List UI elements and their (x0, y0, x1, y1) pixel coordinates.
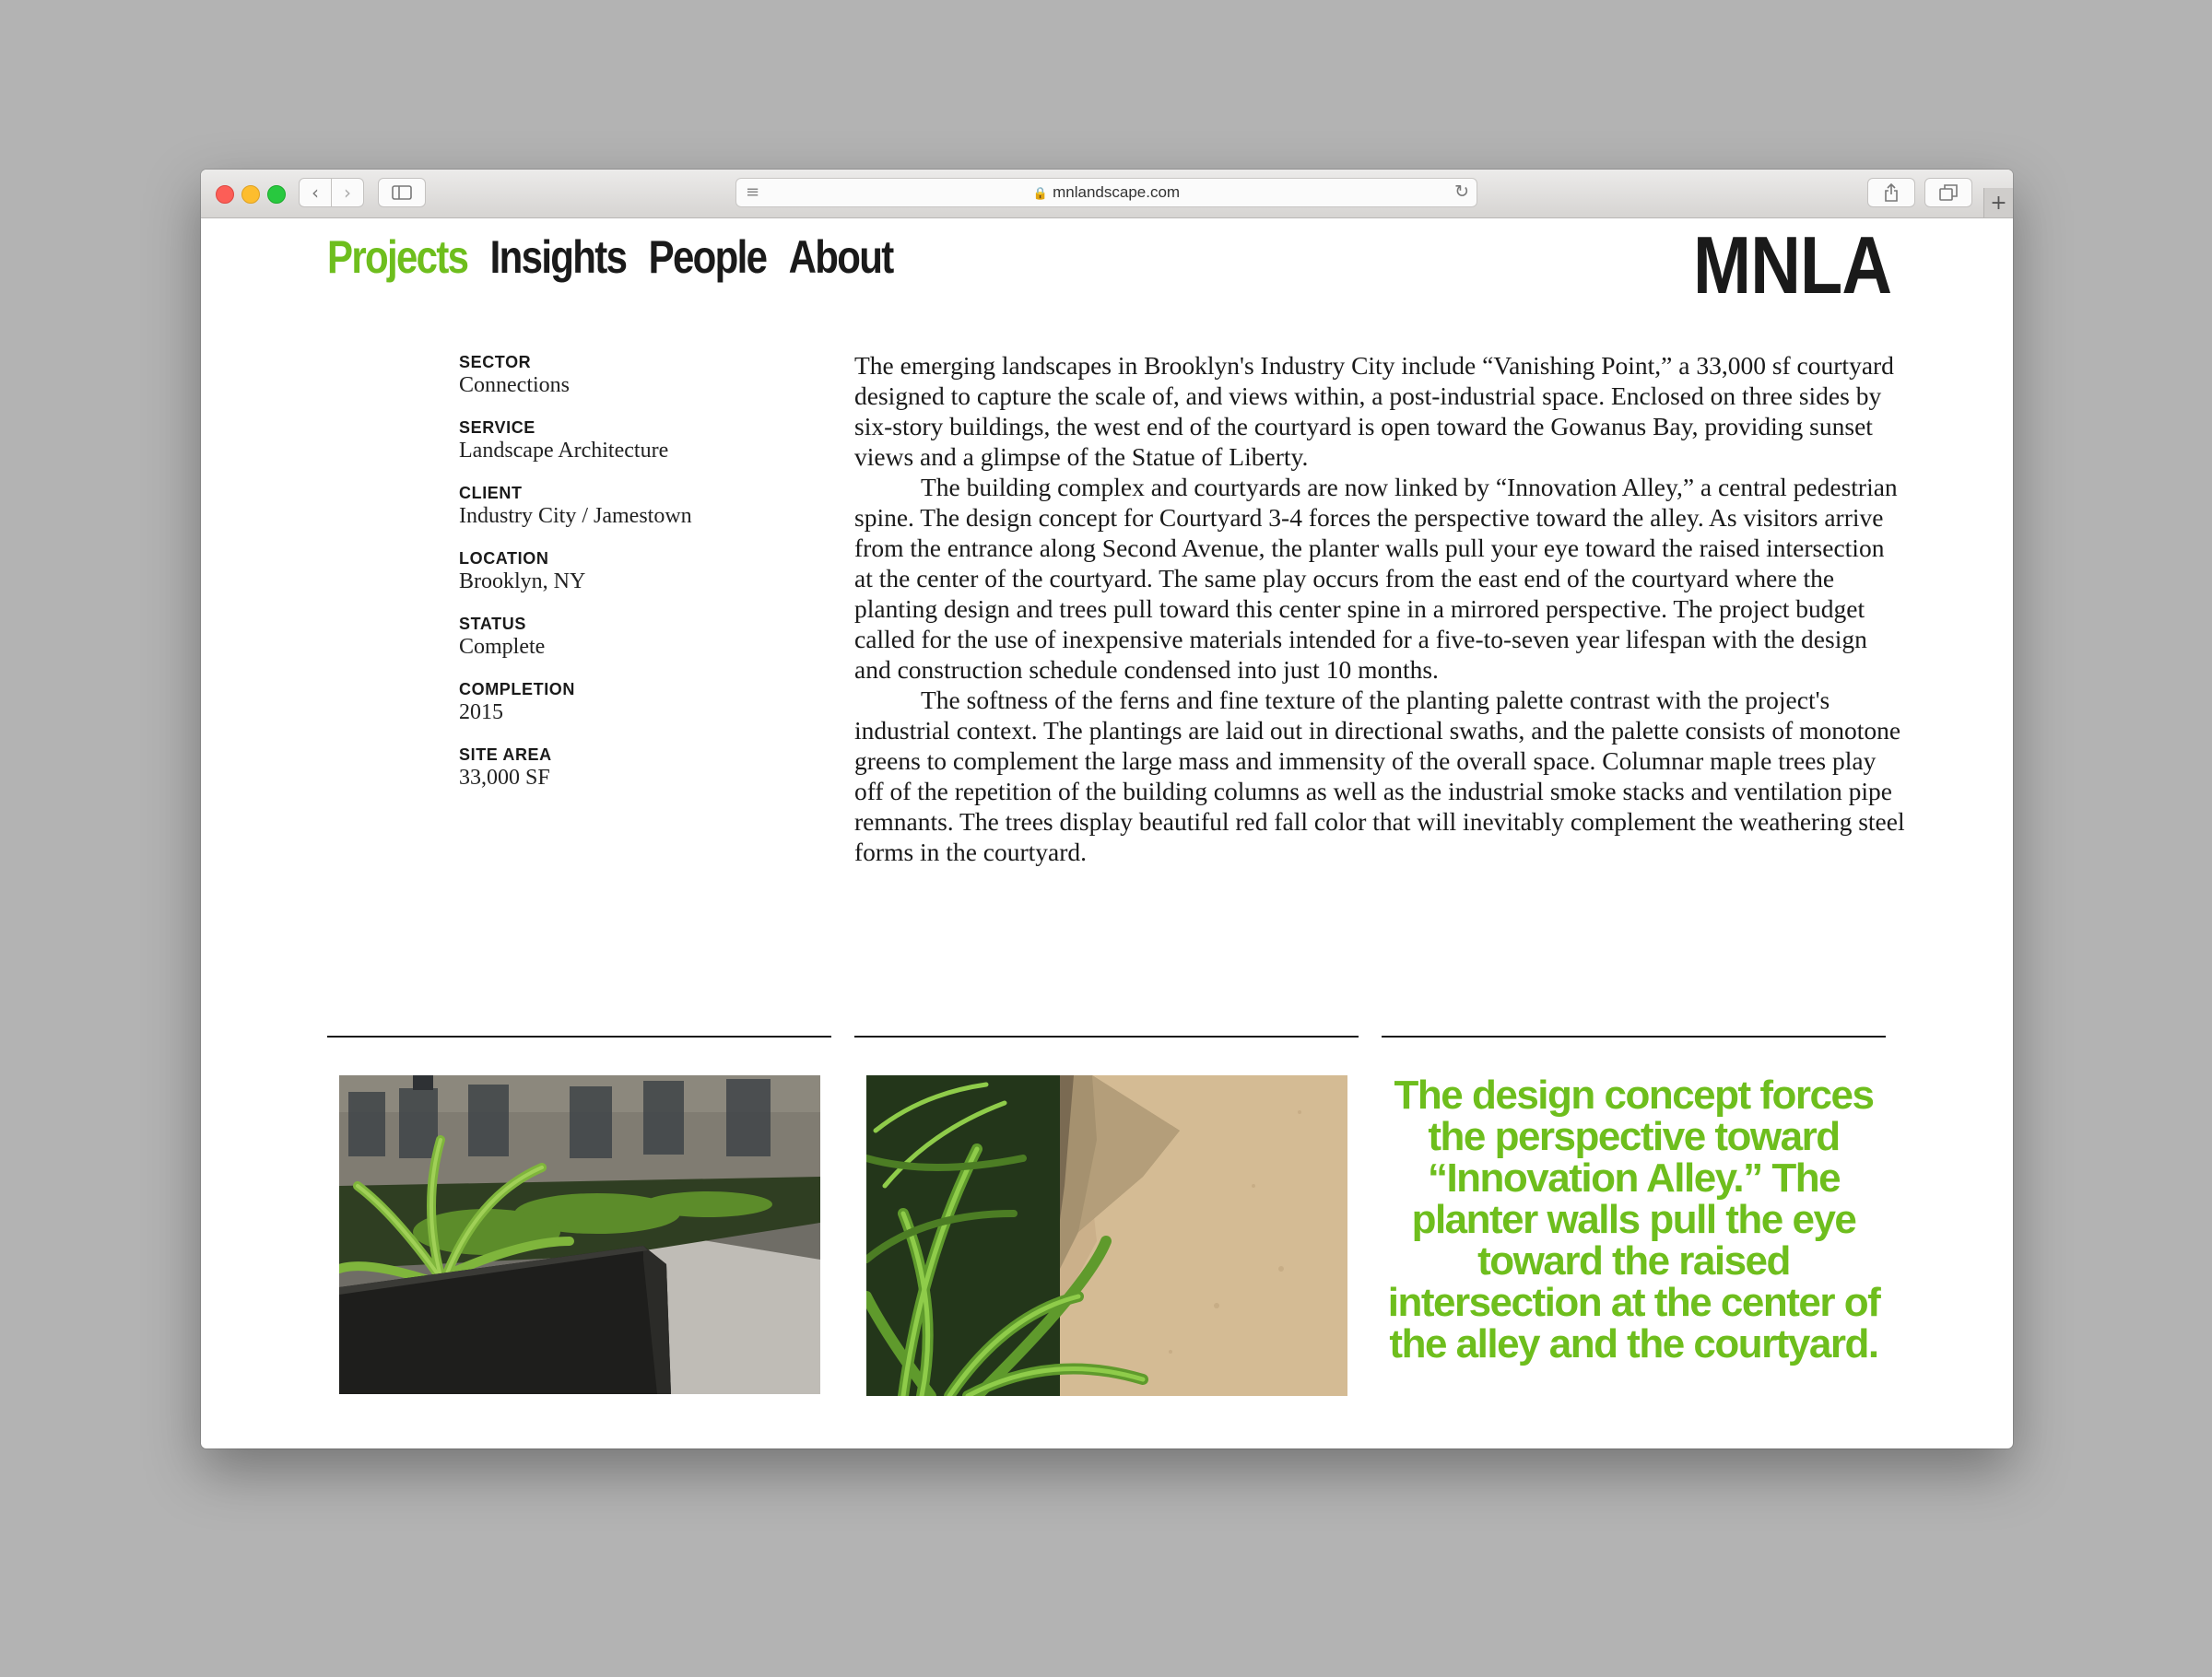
meta-location (459, 548, 772, 595)
nav-insights[interactable]: Insights (489, 231, 627, 283)
sidebar-icon (392, 185, 412, 200)
meta-label: SITE AREA (459, 745, 552, 764)
meta-client (459, 483, 772, 530)
pull-quote: The design concept forces the perspective toward “Innovation Alley.” The planter walls pull the eye toward the raised intersection at the center of the alley and the courtyard. (1387, 1073, 1880, 1366)
meta-value: Industry City / Jamestown (459, 504, 692, 528)
divider (1382, 1036, 1886, 1038)
meta-value: Connections (459, 373, 570, 397)
close-window-button[interactable] (216, 185, 234, 204)
meta-sector (459, 352, 772, 399)
new-tab-icon[interactable]: + (1983, 188, 2013, 217)
zoom-window-button[interactable] (267, 185, 286, 204)
meta-label: CLIENT (459, 484, 523, 502)
meta-label: STATUS (459, 615, 526, 633)
meta-label: SECTOR (459, 353, 532, 371)
nav-people[interactable]: People (648, 231, 767, 283)
reload-icon[interactable]: ↻ (1454, 182, 1469, 202)
sidebar-button[interactable] (378, 178, 426, 207)
lock-icon: 🔒 (1032, 186, 1049, 200)
meta-value: Landscape Architecture (459, 439, 669, 463)
project-description (854, 350, 1905, 867)
back-icon: ‹ (312, 182, 319, 204)
meta-label: COMPLETION (459, 680, 575, 698)
project-meta (459, 352, 772, 810)
meta-site-area (459, 745, 772, 792)
nav-projects[interactable]: Projects (327, 231, 468, 283)
description-paragraph: The building complex and courtyards are now linked by “Innovation Alley,” a central pedestrian spine. The design concept for Courtyard 3-4 forces the perspective toward the alley. As visitors arrive from the entrance along Second Avenue, the planter walls pull your eye toward the raised intersection at the center of the courtyard. The same play occurs from the east end of the courtyard where the planting design and trees pull toward this center spine in a mirrored perspective. The project budget called for the use of inexpensive materials intended for a five-to-seven year lifespan with the design and construction schedule condensed into just 10 months. (854, 473, 1898, 684)
address-bar[interactable] (735, 178, 1477, 207)
url-text: mnlandscape.com (1053, 183, 1181, 201)
tabs-button[interactable] (1924, 178, 1972, 207)
reader-icon[interactable]: ≡ (746, 182, 760, 202)
planter-wall-photo[interactable] (866, 1075, 1347, 1396)
back-button[interactable] (299, 178, 332, 207)
browser-window (201, 170, 2013, 1448)
forward-icon: › (344, 182, 351, 204)
nav-about[interactable]: About (788, 231, 893, 283)
meta-value: 2015 (459, 700, 503, 724)
meta-value: Complete (459, 635, 546, 659)
meta-service (459, 417, 772, 464)
meta-label: LOCATION (459, 549, 549, 568)
site-logo[interactable]: MNLA (1692, 219, 1891, 311)
meta-label: SERVICE (459, 418, 535, 437)
tabs-icon (1939, 184, 1958, 201)
description-paragraph: The softness of the ferns and fine texture of the planting palette contrast with the project's industrial context. The plantings are laid out in directional swaths, and the palette consists of monotone greens to complement the large mass and immensity of the overall space. Columnar maple trees play off of the repetition of the building columns as well as the industrial smoke stacks and ventilation pipe remnants. The trees display beautiful red fall color that will inevitably complement the weathering steel forms in the courtyard. (854, 686, 1905, 866)
minimize-window-button[interactable] (241, 185, 260, 204)
courtyard-fern-photo[interactable] (339, 1075, 820, 1394)
divider (854, 1036, 1359, 1038)
browser-toolbar (201, 170, 2013, 218)
divider (327, 1036, 831, 1038)
meta-value: 33,000 SF (459, 766, 550, 790)
meta-value: Brooklyn, NY (459, 569, 586, 593)
meta-completion (459, 679, 772, 726)
meta-status (459, 614, 772, 661)
main-nav (327, 230, 893, 284)
share-button[interactable] (1867, 178, 1915, 207)
share-icon (1884, 183, 1899, 202)
forward-button[interactable] (331, 178, 364, 207)
description-paragraph: The emerging landscapes in Brooklyn's Industry City include “Vanishing Point,” a 33,000 sf courtyard designed to capture the scale of, and views within, a post-industrial space. Enclosed on three sides by six-story buildings, the west end of the courtyard is open toward the Gowanus Bay, providing sunset views and a glimpse of the Statue of Liberty. (854, 351, 1894, 471)
